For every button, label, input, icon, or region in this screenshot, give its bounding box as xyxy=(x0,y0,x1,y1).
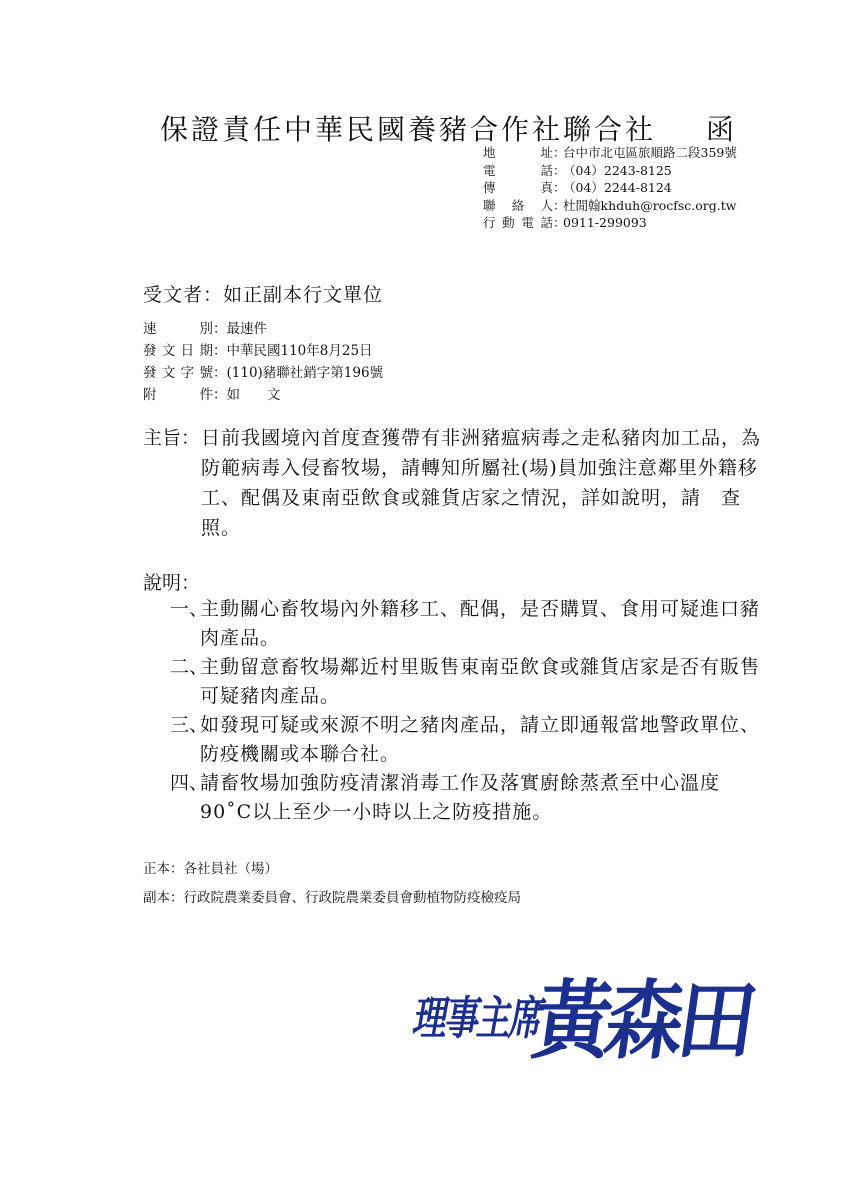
meta-value: (110)豬聯社銷字第196號 xyxy=(226,365,384,381)
copy-value: 各社員社（場） xyxy=(183,861,278,877)
contact-value: （04）2243-8125 xyxy=(563,162,672,178)
meta-label: 速別 xyxy=(143,321,213,337)
contact-label: 聯 絡 人 xyxy=(483,197,553,213)
doc-type: 函 xyxy=(706,113,738,146)
meta-label: 發文字號 xyxy=(143,365,213,381)
original-copy xyxy=(143,855,521,884)
explanation-list xyxy=(170,595,770,827)
meta-label: 發文日期 xyxy=(143,343,213,359)
copies-block xyxy=(143,855,521,913)
explanation-label: 說明： xyxy=(143,572,201,594)
meta-date: 發文日期 ： 中華民國110年8月25日 xyxy=(143,340,383,362)
contact-value: （04）2244-8124 xyxy=(563,180,672,195)
subject-label: 主旨： xyxy=(143,427,201,449)
contact-phone: 電 話 ： （04）2243-8125 xyxy=(483,162,672,178)
copy-value: 行政院農業委員會、行政院農業委員會動植物防疫檢疫局 xyxy=(183,890,521,906)
item-number: 四、 xyxy=(170,772,209,794)
copy-label: 正本： xyxy=(143,861,184,877)
meta-value: 最速件 xyxy=(226,321,267,337)
contact-block xyxy=(483,144,737,232)
list-item xyxy=(170,769,770,827)
document-title xyxy=(160,108,737,148)
recipient-value: 如正副本行文單位 xyxy=(223,284,384,306)
org-name: 保證責任中華民國養豬合作社聯合社 xyxy=(160,113,657,146)
copy-label: 副本： xyxy=(143,890,184,906)
contact-fax: 傳 真 ： （04）2244-8124 xyxy=(483,180,672,195)
contact-label: 傳 真 xyxy=(483,180,553,195)
contact-value: 台中市北屯區旅順路二段359號 xyxy=(563,145,737,160)
contact-mobile: 行動電話 ： 0911-299093 xyxy=(483,215,647,230)
signature-title: 理事主席 xyxy=(409,992,547,1047)
contact-label: 電 話 xyxy=(483,162,553,178)
item-number: 三、 xyxy=(170,714,209,736)
recipient xyxy=(143,280,383,307)
recipient-label: 受文者： xyxy=(143,284,224,306)
list-item xyxy=(170,595,770,653)
item-number: 一、 xyxy=(170,598,209,620)
contact-value: 杜閒翰khduh@rocfsc.org.tw xyxy=(563,197,737,213)
contact-address: 地 址 ： 台中市北屯區旅順路二段359號 xyxy=(483,145,737,160)
subject-text: 日前我國境內首度查獲帶有非洲豬瘟病毒之走私豬肉加工品，為防範病毒入侵畜牧場，請轉知所屬社(場)員加強注意鄰里外籍移工、配偶及東南亞飲食或雜貨店家之情況，詳如說明，請 查照。 xyxy=(201,427,762,539)
meta-speed: 速別 ： 最速件 xyxy=(143,318,383,340)
list-item xyxy=(170,711,770,769)
item-text: 主動留意畜牧場鄰近村里販售東南亞飲食或雜貨店家是否有販售可疑豬肉產品。 xyxy=(200,656,761,707)
meta-label: 附 件 xyxy=(143,387,213,403)
item-text: 如發現可疑或來源不明之豬肉產品，請立即通報當地警政單位、防疫機關或本聯合社。 xyxy=(200,714,761,765)
contact-label: 地 址 xyxy=(483,145,553,160)
signature-name: 黃森田 xyxy=(526,972,757,1072)
item-number: 二、 xyxy=(170,656,209,678)
meta-value: 如 文 xyxy=(226,387,281,403)
carbon-copy xyxy=(143,884,521,913)
list-item xyxy=(170,653,770,711)
meta-attachment: 附 件 ： 如 文 xyxy=(143,384,383,406)
meta-block xyxy=(143,318,383,406)
meta-doc-number: 發文字號 ： (110)豬聯社銷字第196號 xyxy=(143,362,383,384)
item-text: 主動關心畜牧場內外籍移工、配偶，是否購買、食用可疑進口豬肉產品。 xyxy=(200,598,761,649)
subject xyxy=(143,423,783,543)
contact-person: 聯 絡 人 ： 杜閒翰khduh@rocfsc.org.tw xyxy=(483,197,737,213)
item-text: 請畜牧場加強防疫清潔消毒工作及落實廚餘蒸煮至中心溫度90˚C以上至少一小時以上之防疫措施。 xyxy=(200,772,721,823)
contact-label: 行動電話 xyxy=(483,215,553,230)
contact-value: 0911-299093 xyxy=(563,215,647,230)
meta-value: 中華民國110年8月25日 xyxy=(226,343,373,359)
